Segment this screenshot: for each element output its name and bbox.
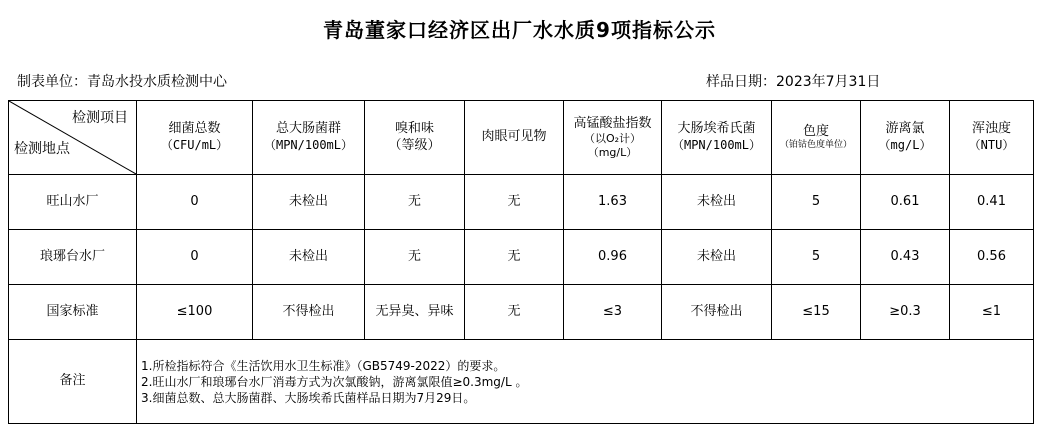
table-cell: 0: [137, 175, 253, 230]
row-place: 旺山水厂: [9, 175, 137, 230]
corner-item-label: 检测项目: [72, 110, 128, 126]
table-cell: 0.56: [950, 230, 1034, 285]
header-bacteria: 细菌总数 （CFU/mL）: [137, 101, 253, 175]
note-line: 2.旺山水厂和琅琊台水厂消毒方式为次氯酸钠，游离氯限值≥0.3mg/L 。: [141, 374, 528, 389]
table-cell: 0: [137, 230, 253, 285]
header-coliform: 总大肠菌群 （MPN/100mL）: [253, 101, 365, 175]
table-cell: 无: [465, 230, 564, 285]
table-cell: 无: [465, 285, 564, 340]
table-cell: 1.63: [564, 175, 662, 230]
table-cell: 无异臭、异味: [365, 285, 465, 340]
table-cell: 0.96: [564, 230, 662, 285]
table-cell: ≥0.3: [861, 285, 950, 340]
table-cell: 5: [772, 175, 861, 230]
table-cell: 无: [365, 230, 465, 285]
table-cell: 未检出: [253, 230, 365, 285]
notes-row: [9, 340, 1034, 424]
table-cell: 不得检出: [253, 285, 365, 340]
row-place: 国家标准: [9, 285, 137, 340]
table-cell: 未检出: [662, 230, 772, 285]
table-cell: 0.61: [861, 175, 950, 230]
row-place: 琅琊台水厂: [9, 230, 137, 285]
table-cell: ≤100: [137, 285, 253, 340]
corner-place-label: 检测地点: [14, 140, 70, 157]
page-title: 青岛董家口经济区出厂水水质9项指标公示: [323, 18, 716, 42]
header-row: [9, 101, 1034, 175]
corner-header-cell: [9, 101, 137, 175]
note-line: 3.细菌总数、总大肠菌群、大肠埃希氏菌样品日期为7月29日。: [141, 390, 476, 405]
header-color: 色度 （铂钴色度单位）: [772, 101, 861, 175]
table-cell: 未检出: [662, 175, 772, 230]
table-cell: 无: [365, 175, 465, 230]
water-quality-table: [8, 100, 1034, 424]
header-odor: 嗅和味 （等级）: [365, 101, 465, 175]
table-cell: 不得检出: [662, 285, 772, 340]
notes-content: [137, 340, 1034, 424]
table-cell: 无: [465, 175, 564, 230]
table-row: [9, 175, 1034, 230]
table-cell: 0.41: [950, 175, 1034, 230]
table-row: [9, 285, 1034, 340]
issuing-unit: 制表单位：青岛水投水质检测中心: [17, 74, 227, 90]
header-permanganate: 高锰酸盐指数 （以O₂计） （mg/L）: [564, 101, 662, 175]
table-cell: ≤1: [950, 285, 1034, 340]
notes-label: 备注: [9, 340, 137, 424]
header-visible: 肉眼可见物: [465, 101, 564, 175]
table-row: [9, 230, 1034, 285]
table-cell: 未检出: [253, 175, 365, 230]
header-ecoli: 大肠埃希氏菌 （MPN/100mL）: [662, 101, 772, 175]
table-cell: ≤15: [772, 285, 861, 340]
header-chlorine: 游离氯 （mg/L）: [861, 101, 950, 175]
table-cell: 5: [772, 230, 861, 285]
header-turbidity: 浑浊度 （NTU）: [950, 101, 1034, 175]
note-line: 1.所检指标符合《生活饮用水卫生标准》（GB5749-2022）的要求。: [141, 358, 506, 373]
sample-date: 样品日期：2023年7月31日: [706, 74, 881, 90]
table-cell: ≤3: [564, 285, 662, 340]
table-cell: 0.43: [861, 230, 950, 285]
